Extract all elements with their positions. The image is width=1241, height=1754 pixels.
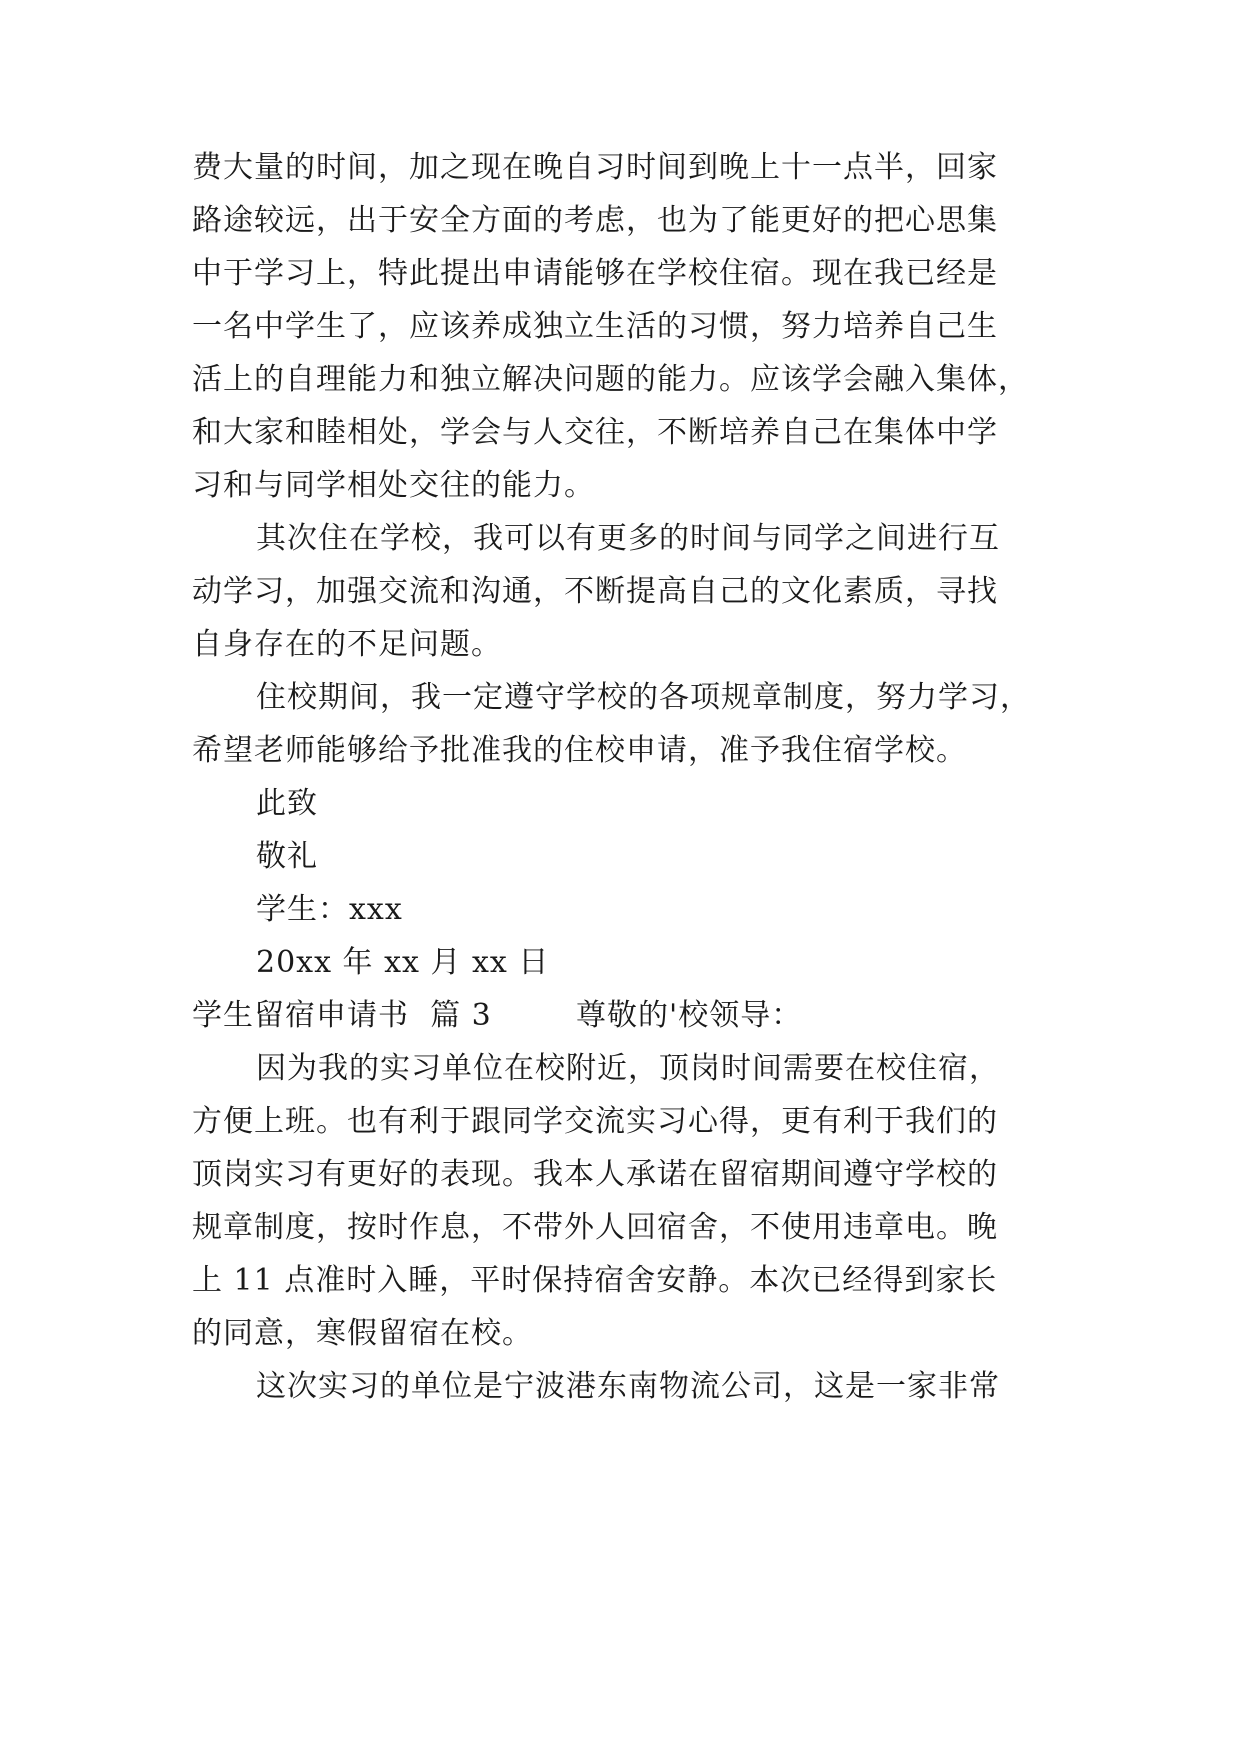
text-line-24: 这次实习的单位是宁波港东南物流公司，这是一家非常 — [256, 1369, 1000, 1404]
text-line-8: 其次住在学校，我可以有更多的时间与同学之间进行互 — [256, 521, 1000, 556]
text-line-4: 一名中学生了，应该养成独立生活的习惯，努力培养自己生 — [192, 309, 998, 344]
closing-regards: 敬礼 — [256, 839, 318, 874]
text-line-11: 住校期间，我一定遵守学校的各项规章制度，努力学习， — [256, 680, 1031, 715]
text-line-23: 的同意，寒假留宿在校。 — [192, 1316, 533, 1351]
closing-salutation: 此致 — [256, 786, 318, 821]
text-line-2: 路途较远，出于安全方面的考虑，也为了能更好的把心思集 — [192, 203, 998, 238]
text-line-20: 顶岗实习有更好的表现。我本人承诺在留宿期间遵守学校的 — [192, 1157, 998, 1192]
text-line-21: 规章制度，按时作息，不带外人回宿舍，不使用违章电。晚 — [192, 1210, 998, 1245]
signature-student: 学生：xxx — [256, 892, 403, 927]
text-line-7: 习和与同学相处交往的能力。 — [192, 468, 595, 503]
text-line-10: 自身存在的不足问题。 — [192, 627, 502, 662]
text-line-12: 希望老师能够给予批准我的住校申请，准予我住宿学校。 — [192, 733, 967, 768]
text-line-5: 活上的自理能力和独立解决问题的能力。应该学会融入集体， — [192, 362, 1029, 397]
text-line-3: 中于学习上，特此提出申请能够在学校住宿。现在我已经是 — [192, 256, 998, 291]
text-line-22: 上 11 点准时入睡，平时保持宿舍安静。本次已经得到家长 — [192, 1263, 998, 1298]
signature-date: 20xx 年 xx 月 xx 日 — [256, 945, 550, 980]
section-heading: 学生留宿申请书 篇 3 尊敬的'校领导： — [192, 998, 803, 1033]
text-line-6: 和大家和睦相处，学会与人交往，不断培养自己在集体中学 — [192, 415, 998, 450]
text-line-1: 费大量的时间，加之现在晚自习时间到晚上十一点半，回家 — [192, 150, 998, 185]
text-line-18: 因为我的实习单位在校附近，顶岗时间需要在校住宿， — [256, 1051, 1000, 1086]
text-line-19: 方便上班。也有利于跟同学交流实习心得，更有利于我们的 — [192, 1104, 998, 1139]
text-line-9: 动学习，加强交流和沟通，不断提高自己的文化素质，寻找 — [192, 574, 998, 609]
